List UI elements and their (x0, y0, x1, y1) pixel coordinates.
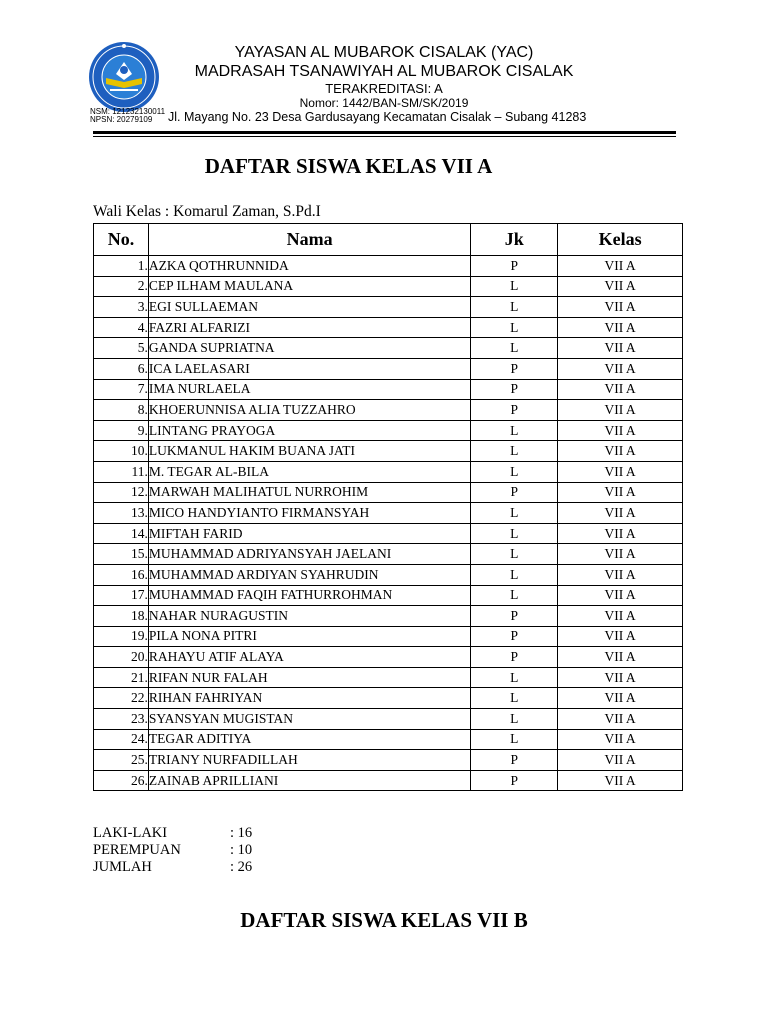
cell-jk: P (471, 626, 558, 647)
cell-jk: L (471, 503, 558, 524)
cell-jk: L (471, 544, 558, 565)
cell-kelas: VII A (558, 441, 683, 462)
cell-kelas: VII A (558, 523, 683, 544)
cell-nama: RAHAYU ATIF ALAYA (148, 647, 470, 668)
cell-no: 14. (94, 523, 149, 544)
table-row (94, 379, 683, 400)
cell-nama: MARWAH MALIHATUL NURROHIM (148, 482, 470, 503)
cell-nama: MUHAMMAD FAQIH FATHURROHMAN (148, 585, 470, 606)
cell-jk: L (471, 667, 558, 688)
cell-no: 23. (94, 709, 149, 730)
cell-kelas: VII A (558, 420, 683, 441)
cell-jk: P (471, 482, 558, 503)
cell-no: 6. (94, 358, 149, 379)
cell-no: 15. (94, 544, 149, 565)
cell-jk: P (471, 606, 558, 627)
accreditation: TERAKREDITASI: A (325, 81, 443, 96)
cell-kelas: VII A (558, 338, 683, 359)
cell-jk: P (471, 647, 558, 668)
school-address: Jl. Mayang No. 23 Desa Gardusayang Kecamatan Cisalak – Subang 41283 (168, 110, 587, 124)
cell-nama: ZAINAB APRILLIANI (148, 770, 470, 791)
cell-kelas: VII A (558, 729, 683, 750)
summary-label: PEREMPUAN (93, 842, 181, 858)
summary-label: LAKI-LAKI (93, 825, 168, 841)
column-header-kelas: Kelas (558, 224, 683, 256)
cell-kelas: VII A (558, 688, 683, 709)
cell-jk: P (471, 379, 558, 400)
table-header-row (94, 224, 683, 256)
cell-no: 24. (94, 729, 149, 750)
table-row (94, 338, 683, 359)
cell-kelas: VII A (558, 770, 683, 791)
foundation-name: YAYASAN AL MUBAROK CISALAK (YAC) (234, 44, 534, 61)
table-row (94, 461, 683, 482)
cell-nama: EGI SULLAEMAN (148, 297, 470, 318)
table-row (94, 441, 683, 462)
cell-no: 1. (94, 256, 149, 277)
school-name: MADRASAH TSANAWIYAH AL MUBAROK CISALAK (194, 63, 574, 80)
cell-kelas: VII A (558, 750, 683, 771)
cell-jk: L (471, 441, 558, 462)
cell-no: 16. (94, 564, 149, 585)
cell-jk: P (471, 256, 558, 277)
table-row (94, 544, 683, 565)
cell-jk: P (471, 770, 558, 791)
cell-jk: L (471, 276, 558, 297)
cell-no: 12. (94, 482, 149, 503)
decree-number: Nomor: 1442/BAN-SM/SK/2019 (299, 96, 469, 110)
cell-nama: SYANSYAN MUGISTAN (148, 709, 470, 730)
summary-value: : 26 (230, 859, 253, 875)
cell-kelas: VII A (558, 544, 683, 565)
table-row (94, 358, 683, 379)
cell-kelas: VII A (558, 482, 683, 503)
cell-nama: TRIANY NURFADILLAH (148, 750, 470, 771)
table-row (94, 585, 683, 606)
cell-no: 5. (94, 338, 149, 359)
cell-kelas: VII A (558, 585, 683, 606)
cell-kelas: VII A (558, 256, 683, 277)
cell-kelas: VII A (558, 564, 683, 585)
cell-kelas: VII A (558, 667, 683, 688)
cell-no: 11. (94, 461, 149, 482)
cell-kelas: VII A (558, 379, 683, 400)
table-row (94, 482, 683, 503)
cell-jk: L (471, 523, 558, 544)
cell-no: 9. (94, 420, 149, 441)
cell-nama: MUHAMMAD ADRIYANSYAH JAELANI (148, 544, 470, 565)
cell-kelas: VII A (558, 400, 683, 421)
cell-no: 3. (94, 297, 149, 318)
cell-no: 26. (94, 770, 149, 791)
cell-no: 10. (94, 441, 149, 462)
cell-no: 20. (94, 647, 149, 668)
cell-nama: GANDA SUPRIATNA (148, 338, 470, 359)
cell-nama: M. TEGAR AL-BILA (148, 461, 470, 482)
cell-kelas: VII A (558, 626, 683, 647)
cell-jk: L (471, 688, 558, 709)
table-row (94, 317, 683, 338)
cell-jk: L (471, 585, 558, 606)
cell-no: 25. (94, 750, 149, 771)
summary-row-female (93, 842, 252, 859)
cell-nama: PILA NONA PITRI (148, 626, 470, 647)
cell-no: 19. (94, 626, 149, 647)
cell-jk: L (471, 709, 558, 730)
cell-jk: L (471, 729, 558, 750)
cell-nama: FAZRI ALFARIZI (148, 317, 470, 338)
nsm-number: NSM: 121232130011 (90, 107, 166, 116)
summary-value: : 16 (230, 825, 253, 841)
cell-no: 22. (94, 688, 149, 709)
summary-value: : 10 (230, 842, 253, 858)
cell-nama: RIHAN FAHRIYAN (148, 688, 470, 709)
header-divider-thin (93, 136, 676, 137)
page-title: DAFTAR SISWA KELAS VII A (204, 154, 493, 178)
cell-nama: MICO HANDYIANTO FIRMANSYAH (148, 503, 470, 524)
cell-kelas: VII A (558, 461, 683, 482)
cell-kelas: VII A (558, 503, 683, 524)
cell-nama: NAHAR NURAGUSTIN (148, 606, 470, 627)
summary-row-male (93, 825, 252, 842)
cell-nama: IMA NURLAELA (148, 379, 470, 400)
cell-no: 17. (94, 585, 149, 606)
cell-kelas: VII A (558, 317, 683, 338)
cell-kelas: VII A (558, 709, 683, 730)
cell-nama: MIFTAH FARID (148, 523, 470, 544)
column-header-no: No. (94, 224, 149, 256)
table-row (94, 626, 683, 647)
cell-no: 21. (94, 667, 149, 688)
summary-row-total (93, 859, 252, 876)
cell-jk: L (471, 338, 558, 359)
cell-jk: P (471, 750, 558, 771)
header-divider-thick (93, 131, 676, 134)
npsn-number: NPSN: 20279109 (90, 115, 153, 124)
cell-no: 4. (94, 317, 149, 338)
column-header-nama: Nama (148, 224, 470, 256)
table-row (94, 667, 683, 688)
table-body (94, 256, 683, 791)
gender-summary (93, 825, 252, 876)
table-row (94, 688, 683, 709)
next-section-title: DAFTAR SISWA KELAS VII B (240, 908, 528, 932)
cell-no: 18. (94, 606, 149, 627)
cell-jk: L (471, 564, 558, 585)
cell-jk: P (471, 358, 558, 379)
table-row (94, 750, 683, 771)
table-row (94, 523, 683, 544)
cell-kelas: VII A (558, 358, 683, 379)
cell-nama: ICA LAELASARI (148, 358, 470, 379)
table-row (94, 420, 683, 441)
cell-no: 8. (94, 400, 149, 421)
cell-nama: AZKA QOTHRUNNIDA (148, 256, 470, 277)
table-row (94, 709, 683, 730)
cell-jk: L (471, 420, 558, 441)
table-row (94, 297, 683, 318)
cell-nama: TEGAR ADITIYA (148, 729, 470, 750)
cell-nama: MUHAMMAD ARDIYAN SYAHRUDIN (148, 564, 470, 585)
cell-jk: L (471, 317, 558, 338)
cell-kelas: VII A (558, 647, 683, 668)
cell-nama: LUKMANUL HAKIM BUANA JATI (148, 441, 470, 462)
table-row (94, 564, 683, 585)
column-header-jk: Jk (471, 224, 558, 256)
cell-jk: L (471, 461, 558, 482)
table-row (94, 729, 683, 750)
school-ids (90, 108, 165, 124)
cell-kelas: VII A (558, 276, 683, 297)
cell-jk: L (471, 297, 558, 318)
table-row (94, 503, 683, 524)
cell-kelas: VII A (558, 297, 683, 318)
cell-no: 7. (94, 379, 149, 400)
cell-no: 13. (94, 503, 149, 524)
cell-jk: P (471, 400, 558, 421)
table-row (94, 647, 683, 668)
cell-nama: KHOERUNNISA ALIA TUZZAHRO (148, 400, 470, 421)
student-table (93, 223, 683, 791)
homeroom-teacher: Wali Kelas : Komarul Zaman, S.Pd.I (93, 203, 321, 220)
table-row (94, 400, 683, 421)
cell-nama: RIFAN NUR FALAH (148, 667, 470, 688)
cell-nama: LINTANG PRAYOGA (148, 420, 470, 441)
table-row (94, 276, 683, 297)
cell-kelas: VII A (558, 606, 683, 627)
cell-nama: CEP ILHAM MAULANA (148, 276, 470, 297)
table-row (94, 770, 683, 791)
summary-label: JUMLAH (93, 859, 152, 875)
table-row (94, 606, 683, 627)
cell-no: 2. (94, 276, 149, 297)
table-row (94, 256, 683, 277)
